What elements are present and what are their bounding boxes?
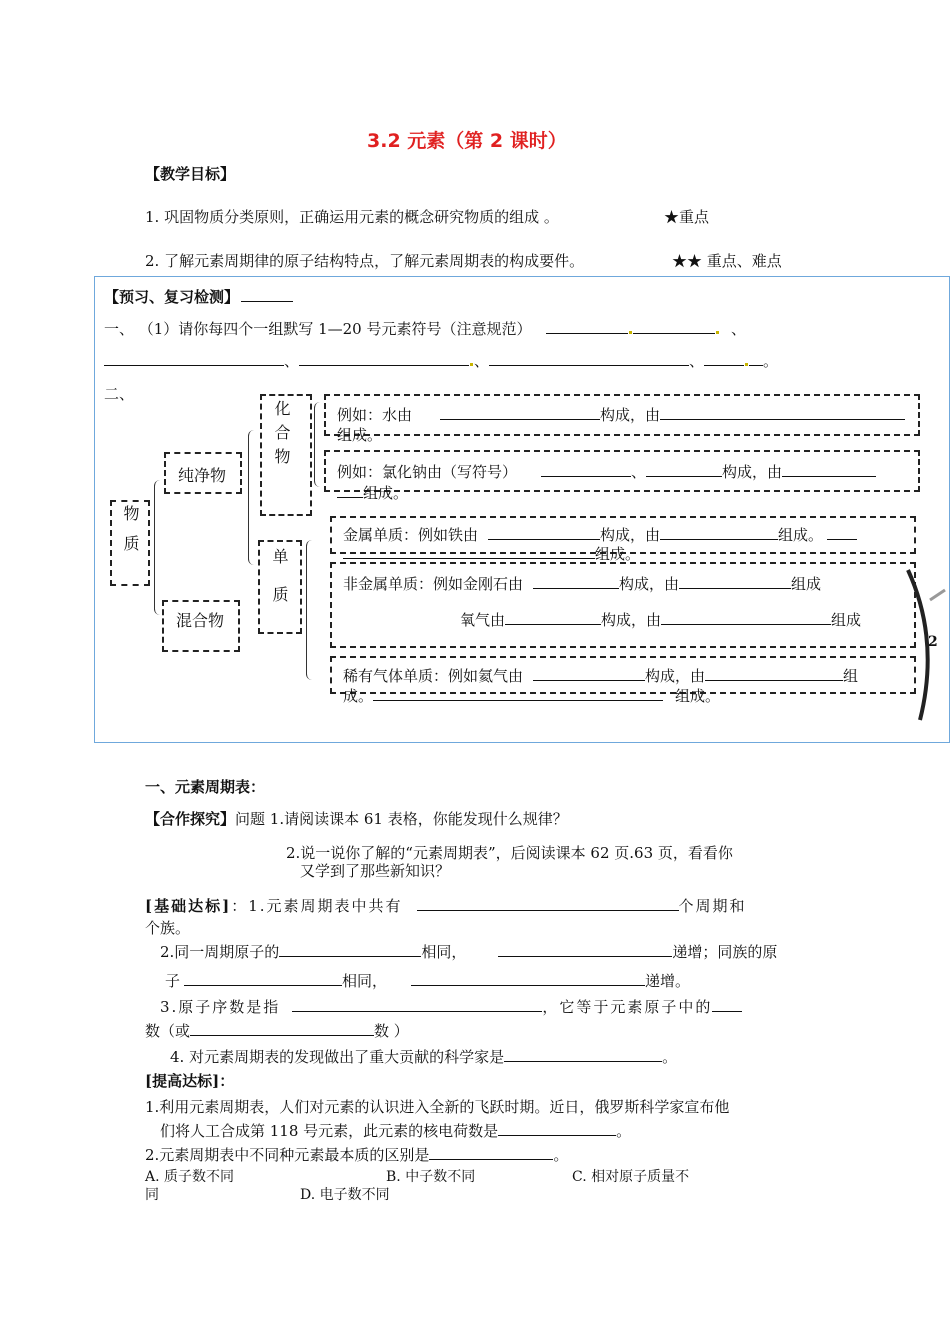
basic-q2: 2.同一周期原子的 相同， 递增；同族的原 bbox=[160, 943, 778, 961]
nacl-line: 例如：氯化钠由（写符号） 、 构成，由 bbox=[337, 461, 876, 482]
label-pure: 纯净物 bbox=[178, 466, 227, 485]
noble-line: 稀有气体单质：例如氦气由 构成，由 组 bbox=[343, 667, 859, 685]
explore-q2-line1: 2.说一说你了解的“元素周期表”，后阅读课本 62 页.63 页，看看你 bbox=[286, 844, 733, 862]
advanced-q2: 2.元素周期表中不同种元素最本质的区别是 。 bbox=[145, 1146, 569, 1164]
water-line2: 组成。 bbox=[337, 426, 383, 444]
answer-blank[interactable] bbox=[411, 971, 645, 986]
answer-blank[interactable] bbox=[504, 1047, 662, 1062]
goal-item-1: 1. 巩固物质分类原则，正确运用元素的概念研究物质的组成 。 bbox=[145, 208, 559, 226]
explore-q2-line2: 又学到了那些新知识？ bbox=[300, 862, 451, 880]
answer-blank[interactable] bbox=[184, 971, 342, 986]
edge-mark: 2 bbox=[928, 634, 938, 650]
answer-blank[interactable] bbox=[533, 666, 645, 681]
mark-dot bbox=[629, 331, 632, 334]
answer-blank[interactable] bbox=[541, 462, 631, 477]
mark-dot bbox=[716, 331, 719, 334]
option-b[interactable]: B. 中子数不同 bbox=[386, 1169, 476, 1185]
answer-blank[interactable] bbox=[712, 997, 742, 1012]
answer-blank[interactable] bbox=[190, 1021, 374, 1036]
answer-blank[interactable] bbox=[661, 610, 831, 625]
preview-heading-blank[interactable] bbox=[241, 287, 293, 302]
answer-blank[interactable] bbox=[660, 405, 905, 420]
label-element: 单质 bbox=[270, 548, 289, 624]
answer-blank[interactable] bbox=[704, 351, 744, 366]
preview-q2-label: 二、 bbox=[104, 385, 135, 403]
answer-blank[interactable] bbox=[489, 351, 689, 366]
basic-q2-line2: 子 相同， 递增。 bbox=[165, 972, 691, 990]
goals-heading: 【教学目标】 bbox=[145, 165, 236, 183]
answer-blank[interactable] bbox=[373, 686, 663, 701]
option-c-cont: 同 bbox=[145, 1187, 159, 1203]
advanced-q1-line1: 1.利用元素周期表，人们对元素的认识进入全新的飞跃时期。近日，俄罗斯科学家宣布他 bbox=[145, 1098, 730, 1116]
page-title: 3.2 元素（第 2 课时） bbox=[367, 130, 567, 152]
answer-blank[interactable] bbox=[440, 405, 600, 420]
answer-blank[interactable] bbox=[633, 319, 715, 334]
answer-blank[interactable] bbox=[533, 574, 619, 589]
noble-line2: 成。 组成。 bbox=[343, 687, 721, 705]
metal-line: 金属单质：例如铁由 构成，由 组成。 bbox=[343, 524, 857, 545]
answer-blank[interactable] bbox=[337, 483, 363, 498]
answer-blank[interactable] bbox=[429, 1145, 553, 1160]
basic-q1: [基础达标]：1.元素周期表中共有 个周期和 bbox=[145, 897, 747, 915]
brace-pure bbox=[248, 430, 258, 565]
answer-blank[interactable] bbox=[660, 525, 778, 540]
mark-dot bbox=[745, 363, 748, 366]
nacl-line2: 组成。 bbox=[337, 482, 408, 503]
preview-q1: 一、 （1）请你每四个一组默写 1—20 号元素符号（注意规范） 、 bbox=[104, 320, 747, 338]
mark-dot bbox=[470, 363, 473, 366]
explore-q1: 【合作探究】问题 1.请阅读课本 61 表格，你能发现什么规律？ bbox=[145, 810, 568, 828]
scan-artifact-icon bbox=[900, 560, 950, 730]
metal-line2: 组成。 bbox=[343, 543, 640, 564]
answer-blank[interactable] bbox=[827, 525, 857, 540]
goal-item-2: 2. 了解元素周期律的原子结构特点，了解元素周期表的构成要件。 bbox=[145, 252, 585, 270]
goal-tag-1: ★重点 bbox=[664, 208, 710, 226]
preview-heading: 【预习、复习检测】 bbox=[104, 286, 293, 307]
answer-blank[interactable] bbox=[498, 942, 672, 957]
answer-blank[interactable] bbox=[646, 462, 722, 477]
answer-blank[interactable] bbox=[417, 896, 679, 911]
option-d[interactable]: D. 电子数不同 bbox=[300, 1187, 390, 1203]
brace-element bbox=[306, 540, 316, 680]
answer-blank[interactable] bbox=[782, 462, 876, 477]
nonmetal-line: 非金属单质：例如金刚石由 构成，由 组成 bbox=[343, 575, 822, 593]
answer-blank[interactable] bbox=[488, 525, 600, 540]
brace-substance bbox=[154, 480, 164, 615]
answer-blank[interactable] bbox=[299, 351, 469, 366]
option-a[interactable]: A. 质子数不同 bbox=[145, 1169, 235, 1185]
preview-q1-line2: 、 、 、 。 bbox=[104, 350, 778, 371]
section1-heading: 一、元素周期表： bbox=[145, 778, 266, 796]
label-mixture: 混合物 bbox=[176, 611, 225, 630]
answer-blank[interactable] bbox=[279, 942, 421, 957]
label-substance: 物质 bbox=[121, 505, 140, 565]
oxygen-line: 氧气由 构成，由 组成 bbox=[460, 611, 862, 629]
brace-compound bbox=[314, 402, 322, 487]
answer-blank[interactable] bbox=[546, 319, 628, 334]
answer-blank[interactable] bbox=[343, 544, 595, 559]
answer-blank[interactable] bbox=[705, 666, 843, 681]
advanced-q1-line2: 们将人工合成第 118 号元素，此元素的核电荷数是 。 bbox=[160, 1122, 632, 1140]
water-line: 例如：水由 构成，由 bbox=[337, 404, 905, 425]
basic-q3: 3.原子序数是指 ，它等于元素原子中的 bbox=[160, 996, 742, 1017]
basic-q3-line2: 数（或 数 ） bbox=[145, 1022, 409, 1040]
option-c[interactable]: C. 相对原子质量不 bbox=[572, 1169, 690, 1185]
answer-blank[interactable] bbox=[292, 997, 542, 1012]
answer-blank[interactable] bbox=[679, 574, 791, 589]
answer-blank[interactable] bbox=[749, 351, 763, 366]
answer-blank[interactable] bbox=[104, 351, 284, 366]
answer-blank[interactable] bbox=[505, 610, 601, 625]
goal-tag-2: ★★ 重点、难点 bbox=[672, 252, 782, 270]
advanced-heading: [提高达标]： bbox=[145, 1072, 235, 1090]
basic-q1-line2: 个族。 bbox=[145, 919, 191, 937]
label-compound: 化合物 bbox=[272, 400, 291, 472]
basic-q4: 4. 对元素周期表的发现做出了重大贡献的科学家是 。 bbox=[170, 1048, 678, 1066]
answer-blank[interactable] bbox=[498, 1121, 616, 1136]
